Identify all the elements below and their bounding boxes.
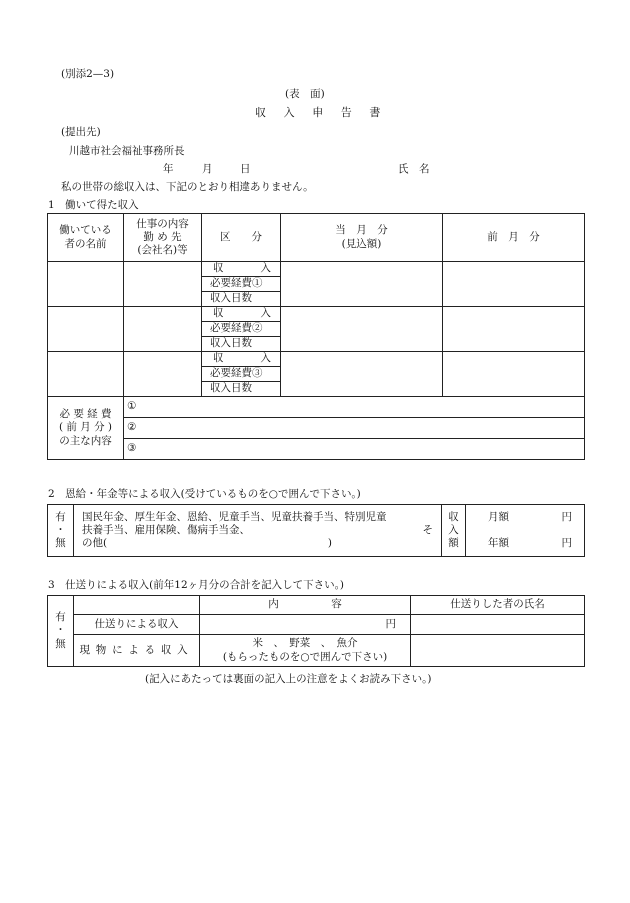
job-content-header: 仕事の内容 勤 め 先 (会社名)等: [124, 214, 202, 262]
content-header: 内 容: [200, 596, 411, 615]
expense-label-3: 必要経費③: [202, 367, 281, 382]
table-row: [48, 439, 585, 460]
expense-details-label: 必 要 経 費 ( 前 月 分 ) の主な内容: [48, 397, 124, 460]
yearly-yen: 円: [561, 536, 572, 549]
remittance-yes-no[interactable]: 有 ・ 無: [48, 596, 74, 667]
section3-title: 3 仕送りによる収入(前年12ヶ月分の合計を記入して下さい。): [48, 579, 344, 591]
current-month-cell-2[interactable]: [281, 307, 443, 352]
year-label: 年: [163, 163, 174, 175]
pension-types-line3: の他(: [82, 537, 108, 550]
pension-types[interactable]: [74, 505, 442, 557]
earned-income-table: [47, 213, 585, 460]
pension-amounts[interactable]: [466, 505, 585, 557]
table-row: [48, 418, 585, 439]
category-header: 区 分: [202, 214, 281, 262]
expense-mark-3: ③: [127, 442, 137, 455]
income-amount-label: 収 入 額: [442, 505, 466, 557]
annex-label: (別添2—3): [61, 68, 115, 80]
table-row: [48, 262, 585, 277]
pension-types-line2-end: そ: [422, 523, 433, 536]
document-title: 収 入 申 告 書: [255, 106, 384, 119]
footer-note: (記入にあたっては裏面の記入上の注意をよくお読み下さい。): [145, 673, 432, 685]
in-kind-items-cell[interactable]: [200, 635, 411, 667]
table-row: [48, 596, 585, 615]
previous-month-cell-2[interactable]: [443, 307, 585, 352]
job-content-cell-3[interactable]: [124, 352, 202, 397]
current-month-cell-1[interactable]: [281, 262, 443, 307]
income-days-label-1: 収入日数: [202, 292, 281, 307]
worker-name-cell-3[interactable]: [48, 352, 124, 397]
submit-to: 川越市社会福祉事務所長: [69, 145, 185, 157]
expense-detail-2[interactable]: [124, 418, 585, 439]
expense-mark-1: ①: [127, 400, 137, 413]
pension-types-line1: 国民年金、厚生年金、恩給、児童手当、児童扶養手当、特別児童: [82, 510, 387, 523]
income-label-2: 収 入: [202, 307, 281, 322]
table-row: [48, 505, 585, 557]
job-content-cell-1[interactable]: [124, 262, 202, 307]
expense-detail-3[interactable]: [124, 439, 585, 460]
remittance-yen: 円: [385, 617, 396, 630]
expense-detail-1[interactable]: [124, 397, 585, 418]
remittance-income-label: 仕送りによる収入: [74, 615, 200, 635]
current-month-cell-3[interactable]: [281, 352, 443, 397]
month-label: 月: [202, 163, 213, 175]
in-kind-income-label: 現物による収入: [74, 635, 200, 667]
expense-label-2: 必要経費②: [202, 322, 281, 337]
submit-to-label: (提出先): [61, 126, 101, 138]
table-row: [48, 352, 585, 367]
side-label: (表 面): [285, 88, 325, 100]
remittance-blank-header: [74, 596, 200, 615]
worker-name-header: 働いている 者の名前: [48, 214, 124, 262]
applicant-name-label: 氏 名: [398, 163, 430, 175]
section2-title: 2 恩給・年金等による収入(受けているものを○で囲んで下さい。): [48, 488, 361, 500]
previous-month-header: 前 月 分: [443, 214, 585, 262]
remittance-income-table: [47, 595, 585, 667]
current-month-header: 当 月 分 (見込額): [281, 214, 443, 262]
remittance-sender-cell[interactable]: [411, 615, 585, 635]
table-row: [48, 615, 585, 635]
income-days-label-2: 収入日数: [202, 337, 281, 352]
section1-title: 1 働いて得た収入: [48, 199, 139, 211]
job-content-cell-2[interactable]: [124, 307, 202, 352]
pension-income-table: [47, 504, 585, 557]
worker-name-cell-2[interactable]: [48, 307, 124, 352]
table-row: [48, 307, 585, 322]
monthly-amount-label: 月額: [488, 511, 509, 524]
monthly-yen: 円: [561, 511, 572, 524]
previous-month-cell-1[interactable]: [443, 262, 585, 307]
in-kind-sender-cell[interactable]: [411, 635, 585, 667]
previous-month-cell-3[interactable]: [443, 352, 585, 397]
income-label-3: 収 入: [202, 352, 281, 367]
table-row: [48, 635, 585, 667]
expense-label-1: 必要経費①: [202, 277, 281, 292]
pension-yes-no[interactable]: 有 ・ 無: [48, 505, 74, 557]
in-kind-items: 米 、 野菜 、 魚介: [252, 637, 358, 650]
declaration-text: 私の世帯の総収入は、下記のとおり相違ありません。: [61, 181, 314, 193]
remittance-amount-cell[interactable]: [200, 615, 411, 635]
table-row: [48, 397, 585, 418]
worker-name-cell-1[interactable]: [48, 262, 124, 307]
income-days-label-3: 収入日数: [202, 382, 281, 397]
expense-mark-2: ②: [127, 421, 137, 434]
sender-name-header: 仕送りした者の氏名: [411, 596, 585, 615]
earned-income-header-row: [48, 214, 585, 262]
income-label-1: 収 入: [202, 262, 281, 277]
in-kind-note: (もらったものを○で囲んで下さい): [222, 650, 388, 663]
yearly-amount-label: 年額: [488, 536, 509, 549]
pension-types-line3-end: ): [327, 537, 332, 550]
day-label: 日: [240, 163, 251, 175]
pension-types-line2: 扶養手当、雇用保険、傷病手当金、: [82, 523, 250, 536]
